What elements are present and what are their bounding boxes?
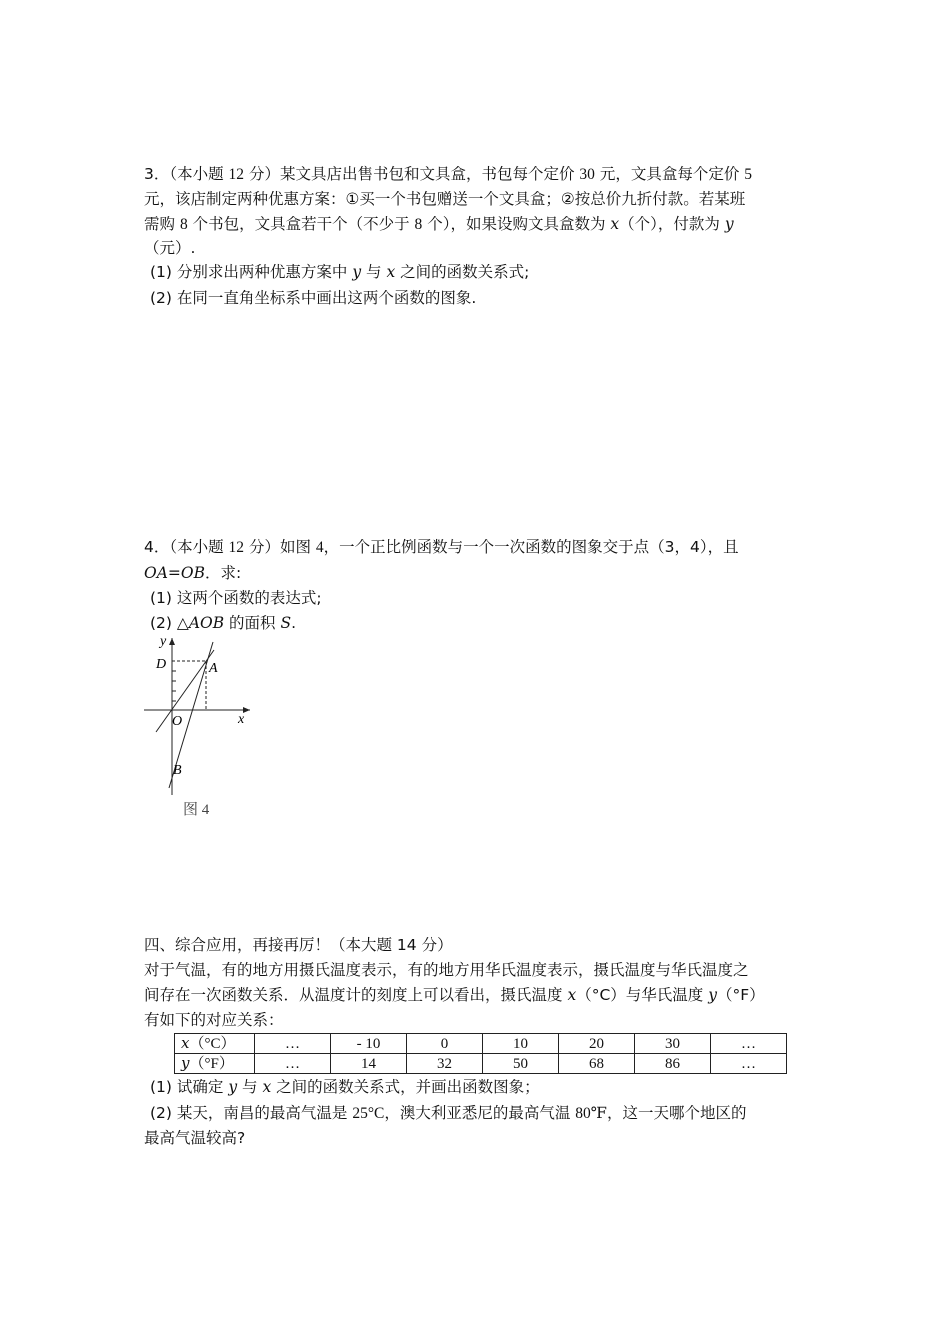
section4-subquestion-2: (2) 某天，南昌的最高气温是 25°C，澳大利亚悉尼的最高气温 80℉，这一天哪个地区的 [150,1104,747,1122]
table-cell: 50 [483,1054,559,1074]
section4-subquestion-1: (1) 试确定 y 与 x 之间的函数关系式，并画出函数图象； [150,1078,540,1096]
table-cell: 10 [483,1034,559,1054]
table-cell: … [711,1034,787,1054]
label-d: D [156,657,167,672]
table-cell: 14 [331,1054,407,1074]
section4-line3: 有如下的对应关系： [144,1011,284,1029]
table-cell: 20 [559,1034,635,1054]
label-b: B [173,763,182,778]
table-header-y: y（°F） [175,1054,255,1074]
table-cell: … [255,1034,331,1054]
table-cell: 0 [407,1034,483,1054]
section4-line1: 对于气温，有的地方用摄氏温度表示，有的地方用华氏温度表示，摄氏温度与华氏温度之 [144,961,749,979]
label-x: x [238,712,245,727]
section4-line4: 最高气温较高? [144,1129,246,1147]
figure-4-graph [142,630,252,800]
table-header-x: x（°C） [175,1034,255,1054]
temperature-table [174,1033,787,1074]
problem4-subquestion-2: (2) △AOB 的面积 S. [150,614,297,632]
figure-4-caption: 图 4 [183,802,210,818]
label-y: y [160,634,167,649]
table-cell: … [711,1054,787,1074]
table-cell: 86 [635,1054,711,1074]
problem3-line1: 3．（本小题 12 分）某文具店出售书包和文具盒，书包每个定价 30 元，文具盒每个定价 5 [144,165,753,183]
problem4-line1: 4．（本小题 12 分）如图 4，一个正比例函数与一个一次函数的图象交于点（3，4），且 [144,538,739,556]
table-cell: … [255,1054,331,1074]
problem3-line3: 需购 8 个书包，文具盒若干个（不少于 8 个），如果设购文具盒数为 x（个），付款为 y [144,215,734,233]
problem3-line4: （元）. [144,239,196,257]
section4-title: 四、综合应用，再接再厉！（本大题 14 分） [144,936,453,954]
y-axis-arrow [169,638,175,645]
label-o: O [172,714,183,729]
section4-line2: 间存在一次函数关系．从温度计的刻度上可以看出，摄氏温度 x（°C）与华氏温度 y（°F） [144,986,765,1004]
table-cell: - 10 [331,1034,407,1054]
problem3-line2: 元，该店制定两种优惠方案：①买一个书包赠送一个文具盒；②按总价九折付款。若某班 [144,190,746,208]
table-cell: 32 [407,1054,483,1074]
table-cell: 30 [635,1034,711,1054]
problem4-subquestion-1: (1) 这两个函数的表达式; [150,589,322,607]
problem3-subquestion-1: (1) 分别求出两种优惠方案中 y 与 x 之间的函数关系式; [150,263,530,281]
label-a: A [209,661,218,676]
table-cell: 68 [559,1054,635,1074]
table-row-fahrenheit [175,1054,787,1074]
table-row-celsius [175,1034,787,1054]
problem4-line2: OA=OB．求: [144,564,242,582]
problem3-subquestion-2: (2) 在同一直角坐标系中画出这两个函数的图象. [150,289,477,307]
